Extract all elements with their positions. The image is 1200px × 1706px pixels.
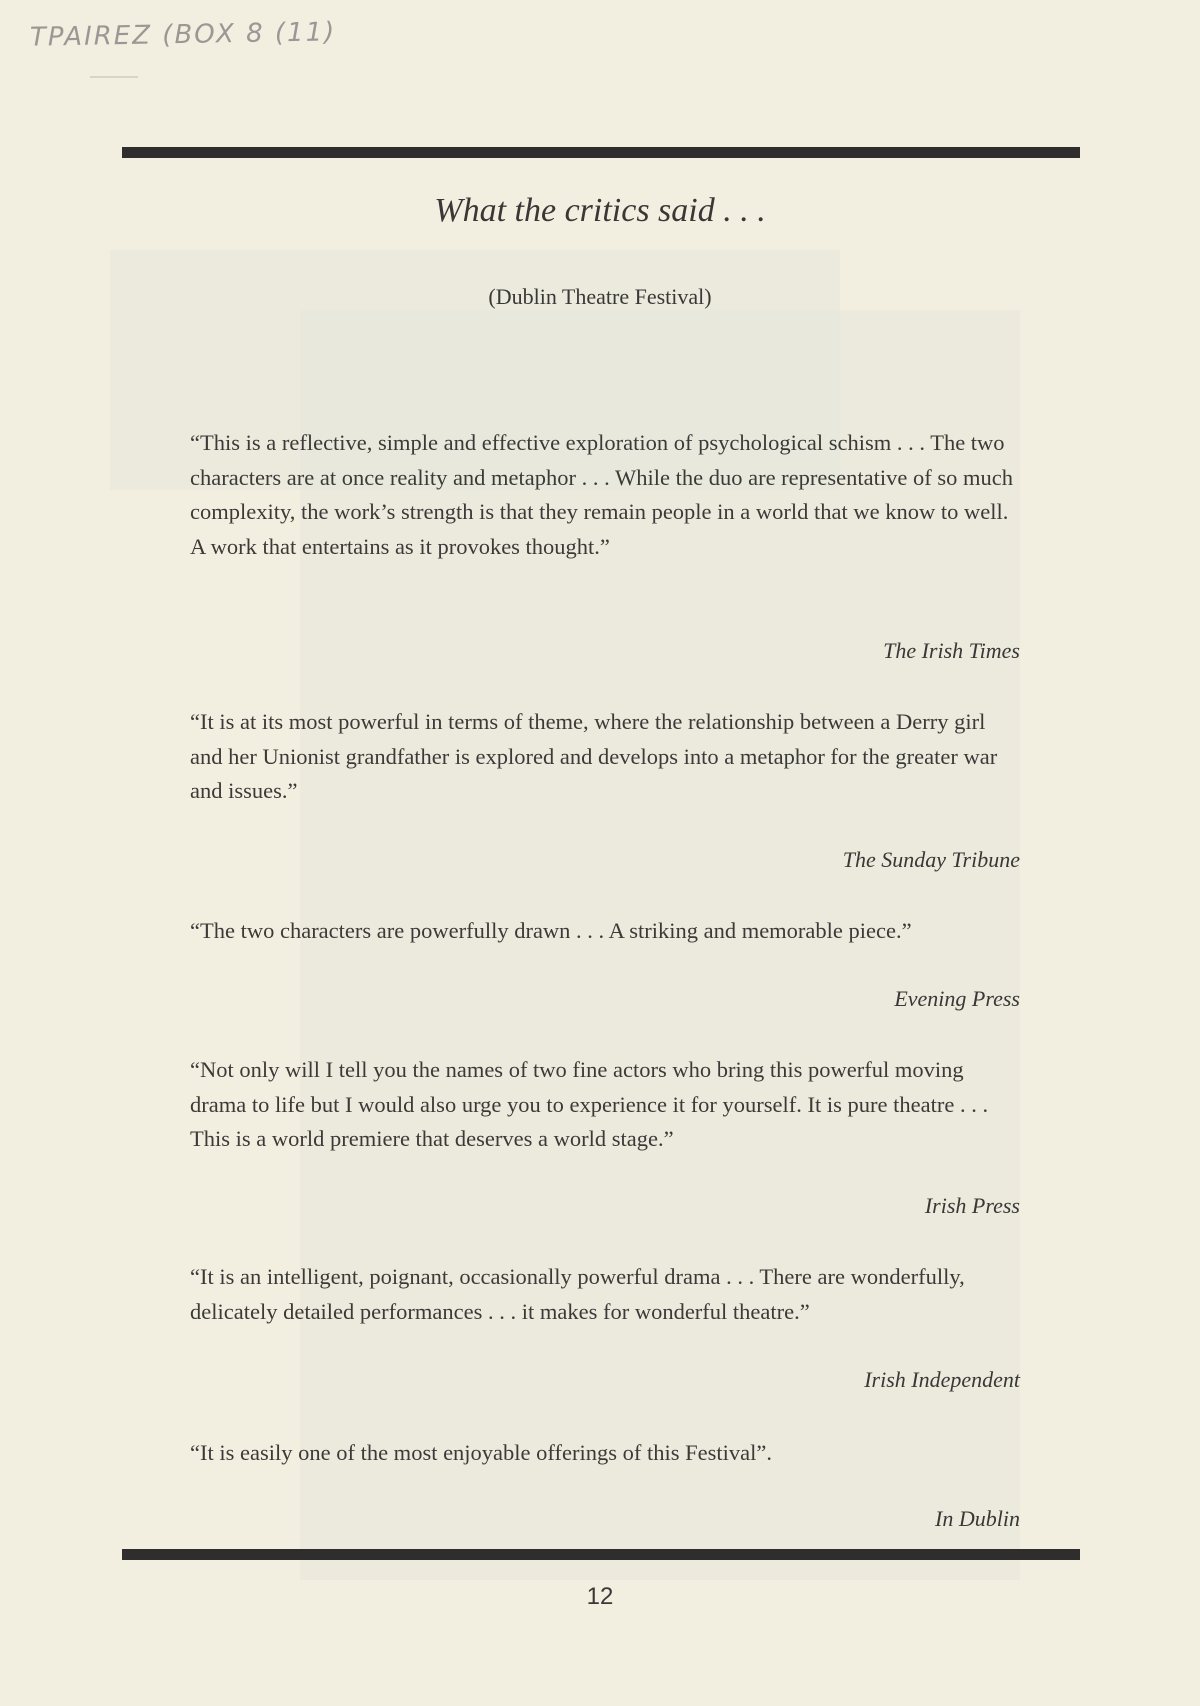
review-block (190, 1053, 1020, 1218)
review-quote: “This is a reflective, simple and effective exploration of psychological schism . . . The two characters are at once reality and metaphor . . . While the duo are representative of so much complexity, the work’s strength is that they remain people in a world that we know to well. A work that entertains as it provokes thought.” (190, 430, 1013, 559)
review-block (190, 914, 1020, 1011)
review-quote: “Not only will I tell you the names of two fine actors who bring this powerful moving drama to life but I would also urge you to experience it for yourself. It is pure theatre . . . This is a world premiere that deserves a world stage.” (190, 1057, 989, 1151)
review-block (190, 705, 1020, 872)
page-title: What the critics said . . . (434, 192, 766, 229)
review-source: The Irish Times (883, 638, 1020, 663)
top-rule (122, 147, 1080, 158)
review-source: The Sunday Tribune (842, 847, 1020, 872)
review-quote: “It is an intelligent, poignant, occasionally powerful drama . . . There are wonderfully, delicately detailed performances . . . it makes for wonderful theatre.” (190, 1264, 965, 1324)
review-block (190, 426, 1020, 663)
pencil-mark (90, 76, 138, 78)
review-source: Irish Press (924, 1193, 1020, 1218)
review-quote: “It is easily one of the most enjoyable offerings of this Festival”. (190, 1440, 772, 1465)
review-source: Evening Press (894, 986, 1020, 1011)
review-source: In Dublin (935, 1506, 1020, 1531)
review-block (190, 1260, 1020, 1392)
review-quote: “It is at its most powerful in terms of theme, where the relationship between a Derry girl and her Unionist grandfather is explored and develops into a metaphor for the greater war and issues.” (190, 709, 998, 803)
bottom-rule (122, 1549, 1080, 1560)
page-subtitle: (Dublin Theatre Festival) (488, 284, 712, 309)
handwritten-note: TPAIREZ (BOX 8 (11) (29, 17, 337, 53)
review-block (190, 1436, 1020, 1531)
review-source: Irish Independent (864, 1367, 1020, 1392)
review-quote: “The two characters are powerfully drawn . . . A striking and memorable piece.” (190, 918, 912, 943)
page-number: 12 (586, 1583, 614, 1610)
